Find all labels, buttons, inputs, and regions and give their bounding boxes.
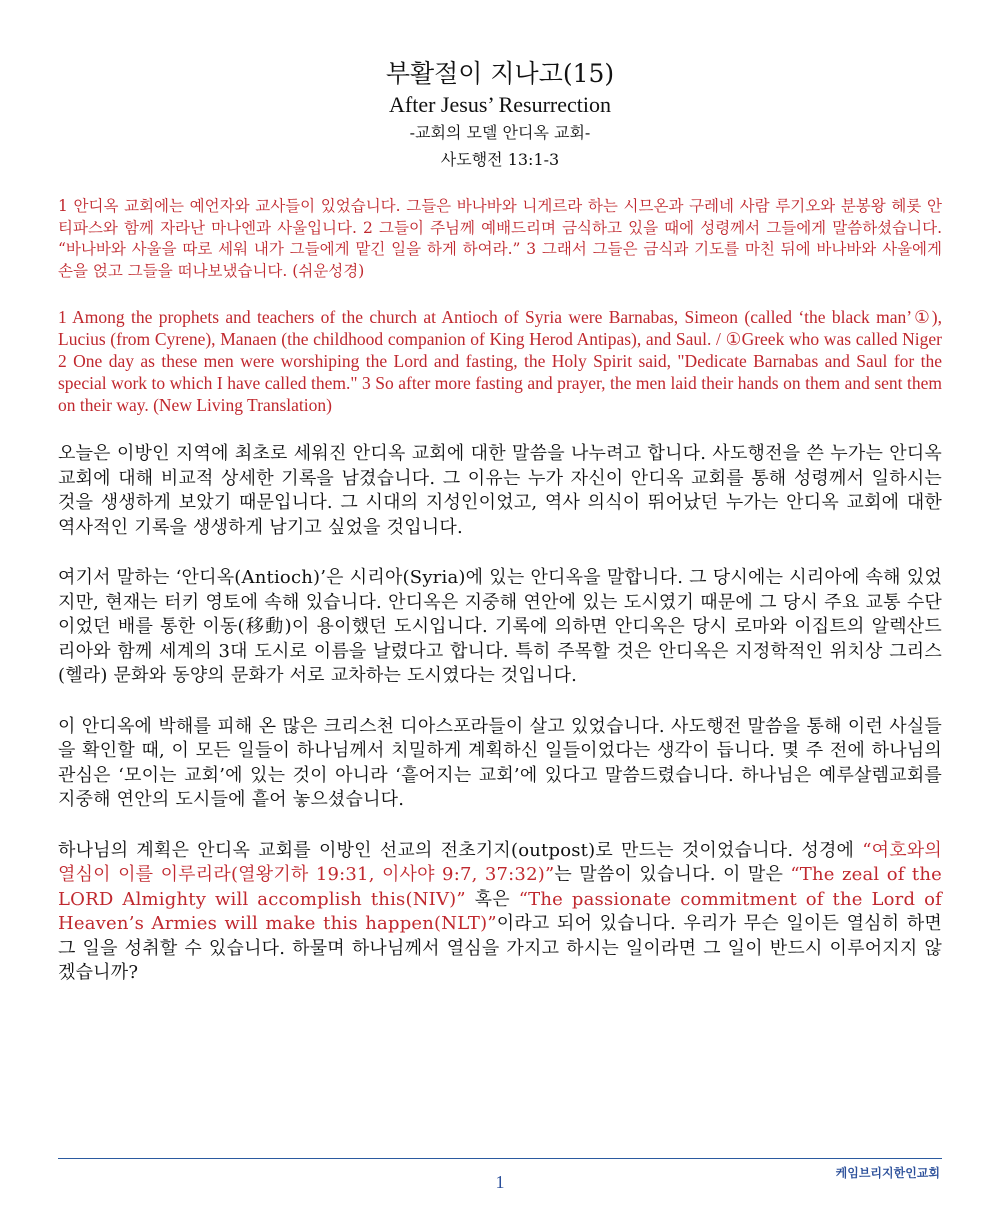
- quoted-verse-niv: “The zeal of the LORD Almighty will accomplish this(NIV)”: [58, 864, 943, 910]
- body-paragraph-3: 이 안디옥에 박해를 피해 온 많은 크리스천 디아스포라들이 살고 있었습니다. 사도행전 말씀을 통해 이런 사실들을 확인할 때, 이 모든 일들이 하나님께서 치밀하게 계획하신 일들이었다는 생각이 듭니다. 몇 주 전에 하나님의 관심은 ‘모이는 교회’에 있는 것이 아니라 ‘흩어지는 교회’에 있다고 말씀드렸습니다. 하나님은 예루살렘교회를 지중해 연안의 도시들에 흩어 놓으셨습니다.: [58, 715, 942, 810]
- scripture-korean: 1 안디옥 교회에는 예언자와 교사들이 있었습니다. 그들은 바나바와 니게르라 하는 시므온과 구레네 사람 루기오와 분봉왕 헤롯 안티파스와 함께 자라난 마나엔과 사울입니다. 2 그들이 주님께 예배드리며 금식하고 있을 때에 성령께서 그들에게 말씀하셨습니다. “바나바와 사울을 따로 세워 내가 그들에게 맡긴 일을 하게 하여라.” 3 그래서 그들은 금식과 기도를 마친 뒤에 바나바와 사울에게 손을 얹고 그들을 떠나보냈습니다. (쉬운성경): [58, 197, 942, 280]
- page-number: 1: [495, 1172, 505, 1192]
- document-page: [58, 58, 942, 986]
- quoted-verse-nlt: “The passionate commitment of the Lord of Heaven’s Armies will make this happen(NLT)”: [58, 888, 942, 934]
- sermon-header: [58, 58, 942, 174]
- quoted-verse-korean: “여호와의 열심이 이를 이루리라(열왕기하 19:31, 이사야 9:7, 37:32)”: [58, 839, 942, 885]
- body-paragraph-1: 오늘은 이방인 지역에 최초로 세워진 안디옥 교회에 대한 말씀을 나누려고 합니다. 사도행전을 쓴 누가는 안디옥 교회에 대해 비교적 상세한 기록을 남겼습니다. 그 이유는 누가 자신이 안디옥 교회를 통해 성령께서 일하시는 것을 생생하게 보았기 때문입니다. 그 시대의 지성인이었고, 역사 의식이 뛰어났던 누가는 안디옥 교회에 대한 역사적인 기록을 생생하게 남기고 싶었을 것입니다.: [58, 443, 942, 538]
- body-paragraph-4-text-1: 하나님의 계획은 안디옥 교회를 이방인 선교의 전초기지(outpost)로 만드는 것이었습니다. 성경에: [58, 839, 863, 861]
- body-paragraph-4-text-3: 혹은: [465, 888, 519, 910]
- body-paragraph-2: 여기서 말하는 ‘안디옥(Antioch)’은 시리아(Syria)에 있는 안디옥을 말합니다. 그 당시에는 시리아에 속해 있었지만, 현재는 터키 영토에 속해 있습니다. 안디옥은 지중해 연안에 있는 도시였기 때문에 그 당시 주요 교통 수단이었던 배를 통한 이동(移動)이 용이했던 도시입니다. 기록에 의하면 안디옥은 당시 로마와 이집트의 알렉산드리아와 함께 세계의 3대 도시로 이름을 날렸다고 합니다. 특히 주목할 것은 안디옥은 지정학적인 위치상 그리스(헬라) 문화와 동양의 문화가 서로 교차하는 도시였다는 것입니다.: [58, 567, 942, 686]
- church-name: 케임브리지한인교회: [835, 1166, 940, 1180]
- body-paragraph-4: [58, 839, 942, 986]
- footer-divider: [58, 1158, 942, 1159]
- scripture-english: 1 Among the prophets and teachers of the church at Antioch of Syria were Barnabas, Simeon (called ‘the black man’①), Lucius (from Cyrene), Manaen (the childhood companion of King Herod Antipas), and Saul. / ①Greek who was called Niger 2 One day as these men were worshiping the Lord and fasting, the Holy Spirit said, "Dedicate Barnabas and Saul for the special work to which I have called them." 3 So after more fasting and prayer, the men laid their hands on them and sent them on their way. (New Living Translation): [58, 307, 942, 415]
- sermon-title-korean: 부활절이 지나고(15): [385, 59, 615, 88]
- sermon-title-english: After Jesus’ Resurrection: [389, 92, 611, 117]
- body-paragraph-4-text-4: 이라고 되어 있습니다. 우리가 무슨 일이든 열심히 하면 그 일을 성취할 수 있습니다. 하물며 하나님께서 열심을 가지고 하시는 일이라면 그 일이 반드시 이루어지지 않겠습니까?: [58, 913, 942, 983]
- scripture-reference: 사도행전 13:1-3: [440, 150, 560, 169]
- sermon-subtitle: -교회의 모델 안디옥 교회-: [409, 123, 591, 142]
- body-paragraph-4-text-2: 는 말씀이 있습니다. 이 말은: [554, 864, 791, 885]
